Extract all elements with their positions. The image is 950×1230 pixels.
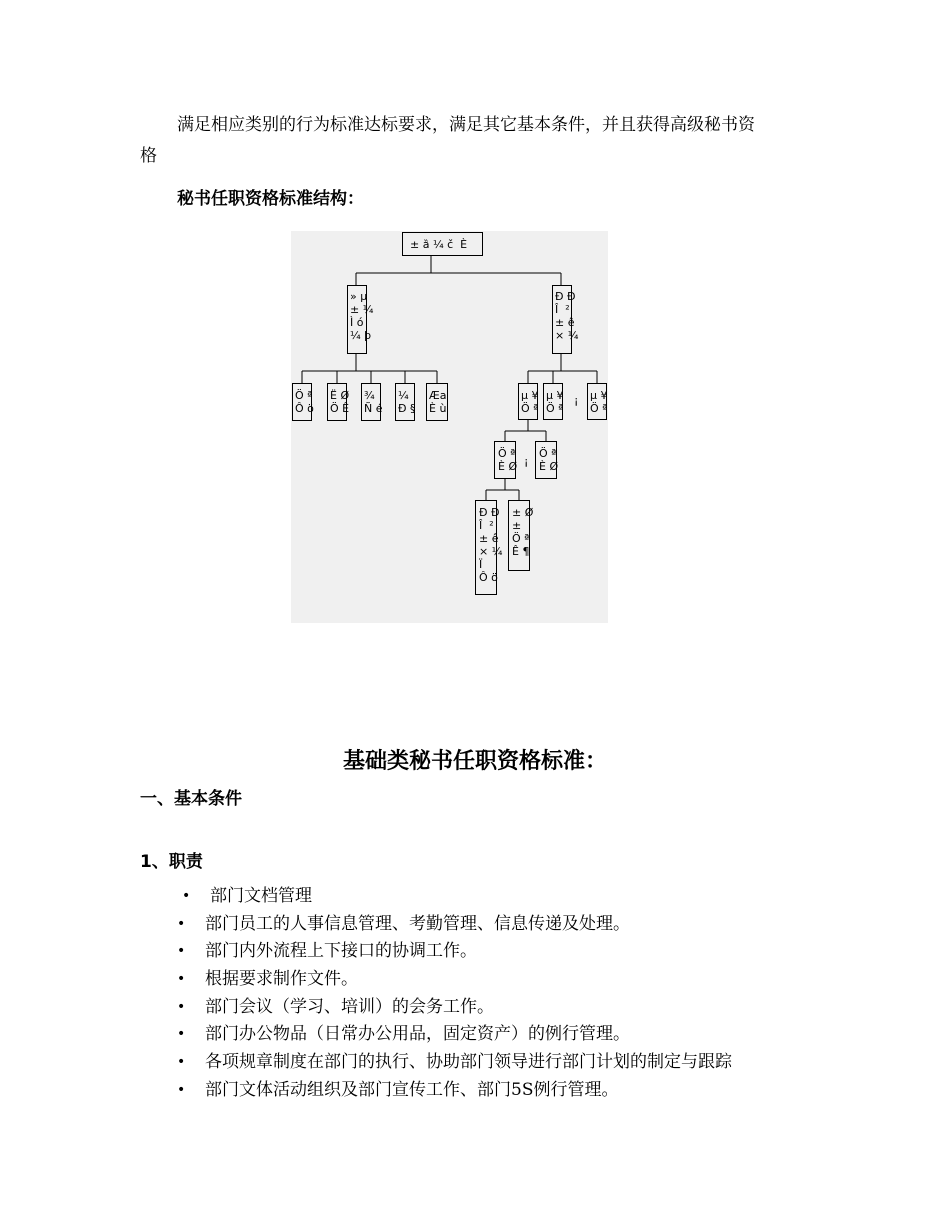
bullet-icon: •	[182, 888, 191, 904]
chart-root-node	[402, 232, 483, 256]
chart-left-leaf-5-label: Æa È ù	[429, 389, 447, 415]
intro-paragraph-line1: 满足相应类别的行为标准达标要求，满足其它基本条件，并且获得高级秘书资	[177, 115, 755, 135]
chart-lower-mid-1	[494, 441, 516, 479]
chart-right-branch-node	[552, 285, 579, 354]
bullet-icon: •	[177, 915, 186, 932]
chart-left-branch-label: » µ ± ¼ Ì ó ¼ þ	[350, 290, 374, 342]
duty-text: 根据要求制作文件。	[205, 969, 358, 990]
list-item	[177, 1021, 877, 1049]
bullet-icon: •	[177, 1026, 186, 1043]
chart-left-leaf-5	[426, 383, 448, 421]
list-item	[177, 911, 877, 939]
duty-text: 部门文档管理	[210, 886, 312, 906]
chart-bottom-node-1	[475, 500, 503, 595]
chart-lower-mid-1-label: Ö ª È Ø	[498, 447, 518, 473]
list-item	[177, 1077, 877, 1105]
chart-bottom-node-2	[508, 500, 534, 571]
chart-root-label: ± ȁ ¼ č È	[410, 238, 468, 251]
list-item	[177, 938, 877, 966]
bullet-icon: •	[177, 998, 186, 1015]
chart-lower-mid-ellipsis: ¡	[524, 455, 529, 468]
bullet-icon: •	[177, 1054, 186, 1071]
duty-text: 部门员工的人事信息管理、考勤管理、信息传递及处理。	[205, 913, 630, 934]
chart-right-mid-3	[587, 383, 607, 420]
subsection-duties: 1、职责	[140, 852, 203, 872]
chart-lower-mid-2-label: Ö ª È Ø	[539, 447, 559, 473]
structure-heading: 秘书任职资格标准结构：	[177, 189, 364, 209]
chart-left-leaf-4-label: ¼ Ð §	[398, 389, 416, 415]
intro-paragraph-line2: 格	[140, 146, 157, 166]
duty-text: 部门内外流程上下接口的协调工作。	[205, 941, 477, 962]
chart-right-mid-2	[543, 383, 563, 420]
chart-left-leaf-4	[395, 383, 415, 421]
qualification-structure-chart	[291, 231, 608, 623]
duty-text: 部门会议（学习、培训）的会务工作。	[205, 996, 494, 1017]
list-item	[177, 966, 877, 994]
chart-right-mid-3-label: µ ¥ Ö ª	[590, 389, 608, 415]
chart-left-leaf-2-label: Ë Ø Ö Ê	[330, 389, 350, 415]
chart-left-leaf-1	[292, 383, 312, 421]
chart-right-mid-ellipsis: ¡	[574, 394, 579, 407]
chart-left-leaf-3-label: ¾ Ñ é	[364, 389, 383, 415]
duties-list	[177, 883, 877, 1105]
chart-left-branch-node	[347, 285, 374, 354]
list-item	[177, 1049, 877, 1077]
section-basic-conditions: 一、基本条件	[140, 789, 242, 809]
duty-text: 部门办公物品（日常办公用品，固定资产）的例行管理。	[205, 1024, 630, 1045]
duty-text: 部门文体活动组织及部门宣传工作、部门5S例行管理。	[205, 1079, 619, 1100]
main-title: 基础类秘书任职资格标准：	[342, 749, 607, 774]
bullet-icon: •	[177, 943, 186, 960]
duty-text: 各项规章制度在部门的执行、协助部门领导进行部门计划的制定与跟踪	[205, 1052, 732, 1073]
list-item	[177, 994, 877, 1022]
chart-bottom-node-2-label: ± Ø ± Ö ª Ê ¶	[512, 506, 534, 558]
chart-right-mid-1	[518, 383, 538, 420]
list-item	[177, 883, 877, 911]
bullet-icon: •	[177, 971, 186, 988]
chart-right-mid-2-label: µ ¥ Ö ª	[546, 389, 564, 415]
chart-left-leaf-3	[361, 383, 381, 421]
bullet-icon: •	[177, 1081, 186, 1098]
chart-left-leaf-1-label: Ö ª Ô ö	[295, 389, 314, 415]
chart-lower-mid-2	[535, 441, 557, 479]
chart-right-branch-label: Ð Ð Î ² ± ê × ¼	[555, 290, 579, 342]
chart-left-leaf-2	[327, 383, 350, 421]
chart-right-mid-1-label: µ ¥ Ö ª	[521, 389, 539, 415]
chart-bottom-node-1-label: Ð Ð Î ² ± ê × ¼ Ï Ô ö	[479, 506, 503, 584]
